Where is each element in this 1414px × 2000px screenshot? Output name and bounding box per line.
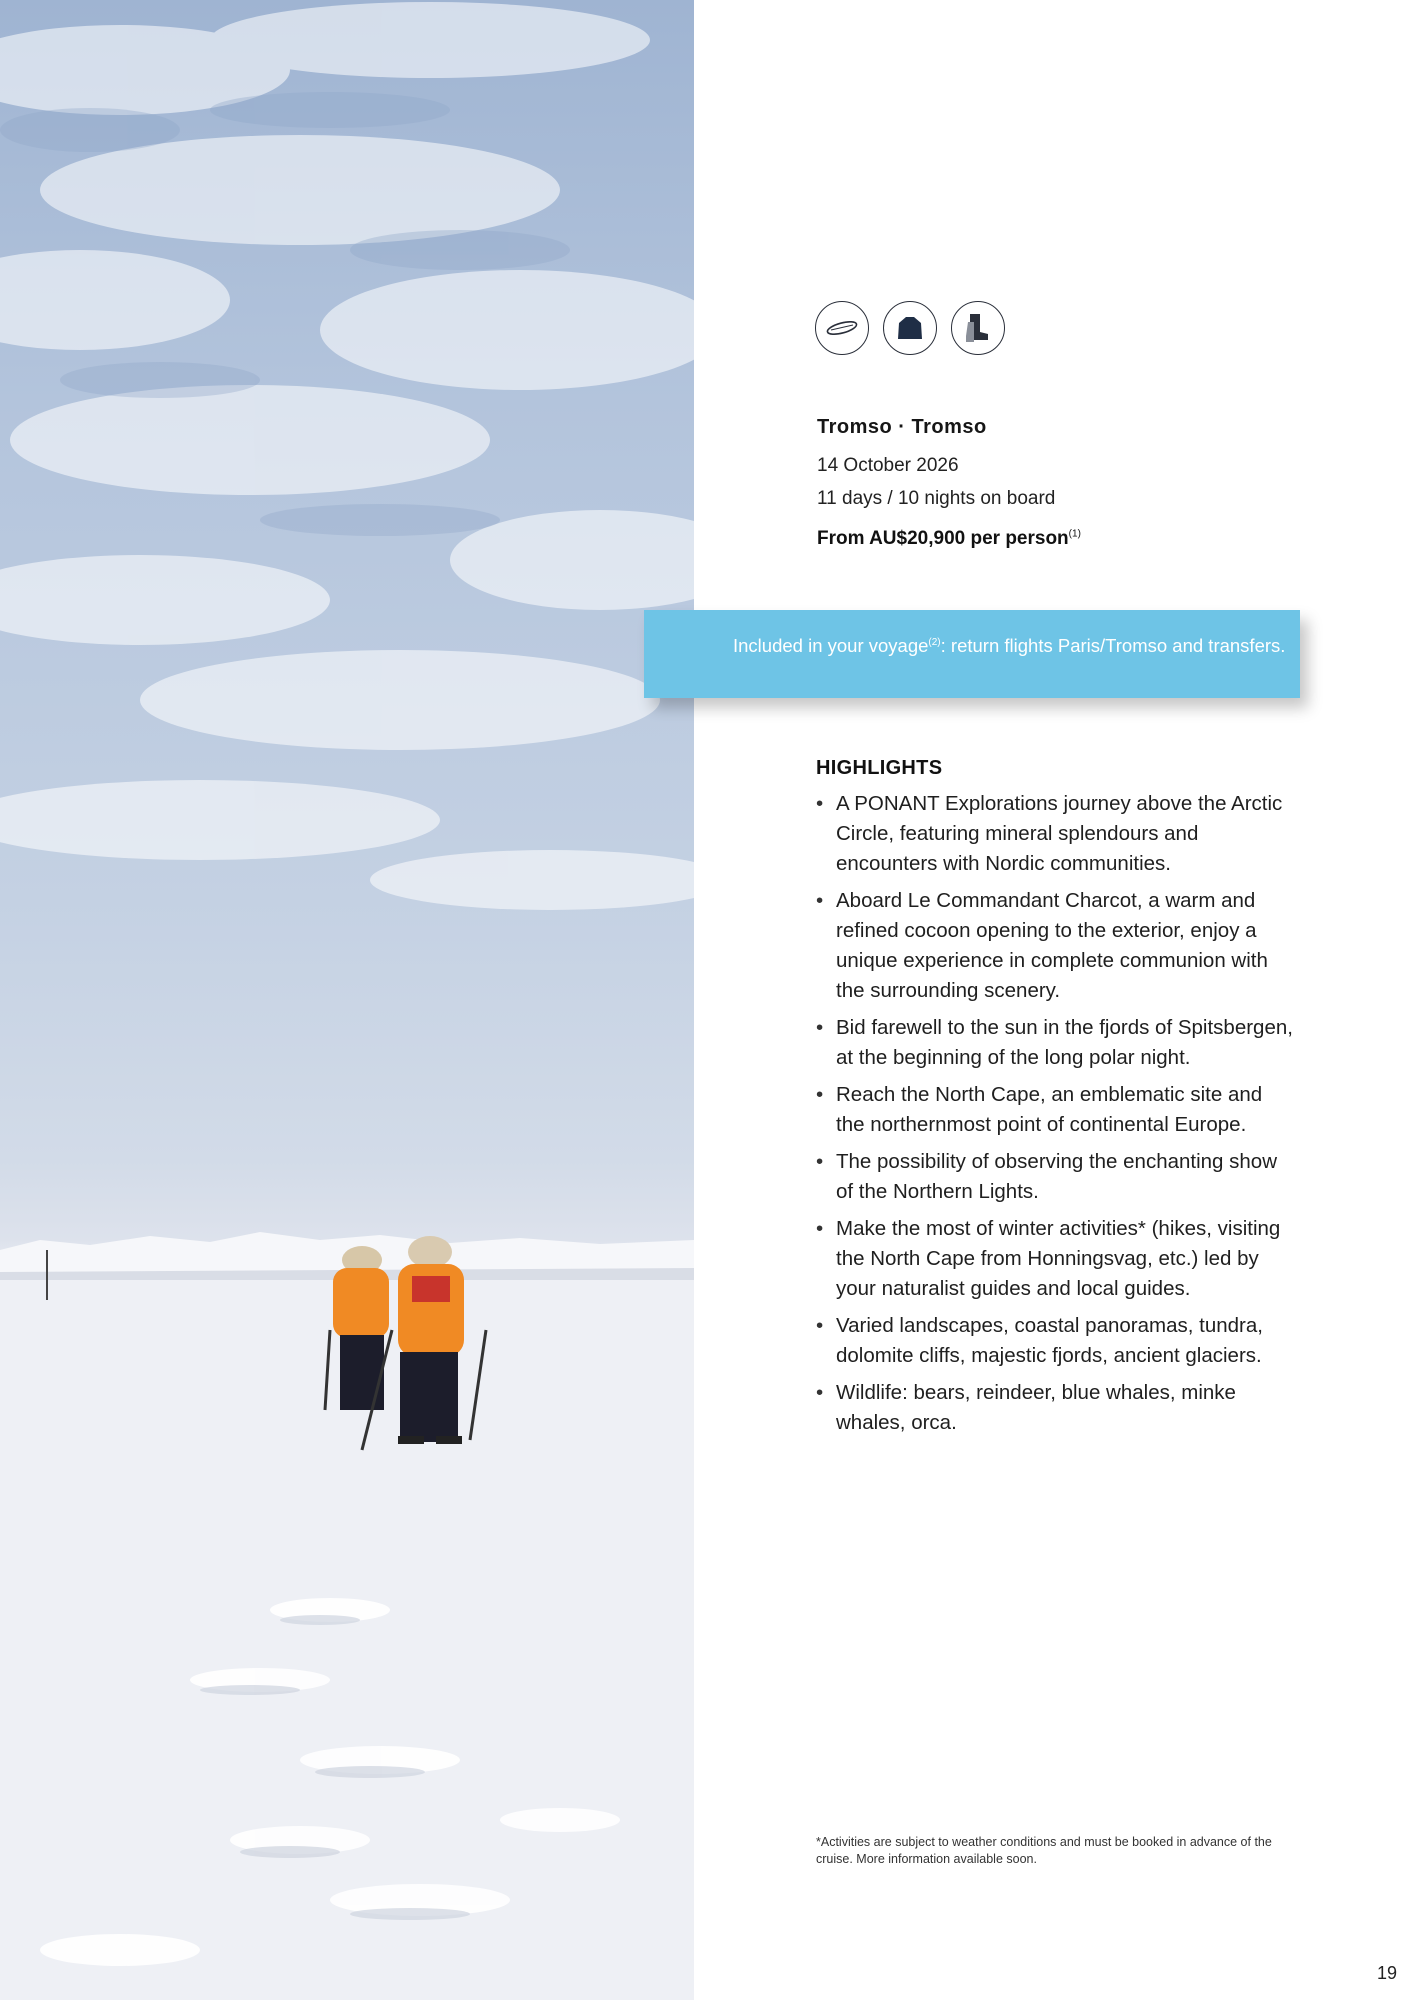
included-banner [644,610,1300,698]
price-text: From AU$20,900 per person [817,528,1069,549]
list-item: • The possibility of observing the enchanting show of the Northern Lights. [816,1150,1278,1203]
highlights-title: HIGHLIGHTS [816,757,943,779]
highlights-list [816,789,1296,1445]
price-footnote-mark: (1) [1068,528,1081,540]
list-item: • Aboard Le Commandant Charcot, a warm and refined cocoon opening to the exterior, enjoy a unique experience in complete communion with the surrounding scenery. [816,889,1268,1002]
activity-icons [815,301,1005,355]
footnote: *Activities are subject to weather conditions and must be booked in advance of the cruise. More information available soon. [816,1835,1272,1866]
list-item: • Wildlife: bears, reindeer, blue whales, minke whales, orca. [816,1381,1236,1434]
list-item: • Varied landscapes, coastal panoramas, tundra, dolomite cliffs, majestic fjords, ancient glaciers. [816,1314,1263,1367]
voyage-duration: 11 days / 10 nights on board [817,488,1056,509]
included-text: : return flights Paris/Tromso and transfers. [940,635,1286,657]
departure-date: 14 October 2026 [817,455,959,476]
snowshoe-icon [815,301,869,355]
list-item: • Bid farewell to the sun in the fjords of Spitsbergen, at the beginning of the long polar night. [816,1016,1293,1069]
included-prefix: Included in your voyage [733,635,929,657]
list-item: • Make the most of winter activities* (hikes, visiting the North Cape from Honningsvag, etc.) led by your naturalist guides and local guides. [816,1217,1281,1300]
included-footnote-mark: (2) [928,637,941,648]
list-item: • Reach the North Cape, an emblematic site and the northernmost point of continental Europe. [816,1083,1263,1136]
boots-icon [951,301,1005,355]
list-item: • A PONANT Explorations journey above the Arctic Circle, featuring mineral splendours and encounters with Nordic communities. [816,792,1283,875]
page-number: 19 [1377,1963,1398,1983]
parka-icon [883,301,937,355]
route-title: Tromso · Tromso [817,416,987,438]
price [817,528,1081,550]
arctic-hikers-photo [0,0,694,2000]
